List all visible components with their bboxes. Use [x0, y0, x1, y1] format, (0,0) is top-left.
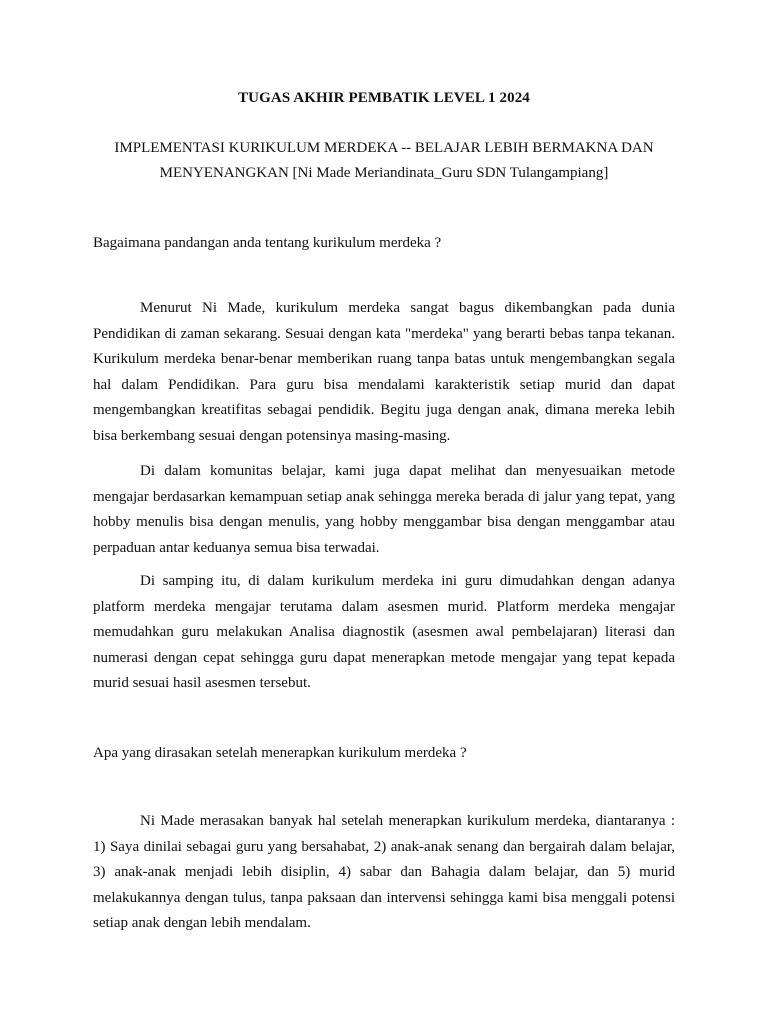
paragraph-1: Menurut Ni Made, kurikulum merdeka sangat bagus dikembangkan pada dunia Pendidikan di zaman sekarang. Sesuai dengan kata "merdeka" yang berarti bebas tanpa tekanan. Kurikulum merdeka benar-benar memberikan ruang tanpa batas untuk mengembangkan segala hal dalam Pendidikan. Para guru bisa mendalami karakteristik setiap murid dan dapat mengembangkan kreatifitas sebagai pendidik. Begitu juga dengan anak, dimana mereka lebih bisa berkembang sesuai dengan potensinya masing-masing.: [93, 300, 675, 444]
document-subtitle: IMPLEMENTASI KURIKULUM MERDEKA -- BELAJAR LEBIH BERMAKNA DAN MENYENANGKAN [Ni Made Meriandinata_Guru SDN Tulangampiang]: [114, 140, 654, 181]
paragraph-2: Di dalam komunitas belajar, kami juga dapat melihat dan menyesuaikan metode mengajar berdasarkan kemampuan setiap anak sehingga mereka berada di jalur yang tepat, yang hobby menulis bisa dengan menulis, yang hobby menggambar bisa dengan menggambar atau perpaduan antar keduanya semua bisa terwadai.: [93, 463, 675, 556]
paragraph-4: Ni Made merasakan banyak hal setelah menerapkan kurikulum merdeka, diantaranya : 1) Saya dinilai sebagai guru yang bersahabat, 2) anak-anak senang dan bergairah dalam belajar, 3) anak-anak menjadi lebih disiplin, 4) sabar dan Bahagia dalam belajar, dan 5) murid melakukannya dengan tulus, tanpa paksaan dan intervensi sehingga kami bisa menggali potensi setiap anak dengan lebih mendalam.: [93, 813, 675, 931]
paragraph-3: Di samping itu, di dalam kurikulum merdeka ini guru dimudahkan dengan adanya platform merdeka mengajar terutama dalam asesmen murid. Platform merdeka mengajar memudahkan guru melakukan Analisa diagnostik (asesmen awal pembelajaran) literasi dan numerasi dengan cepat sehingga guru dapat menerapkan metode mengajar yang tepat kepada murid sesuai hasil asesmen tersebut.: [93, 573, 675, 691]
question-2: Apa yang dirasakan setelah menerapkan kurikulum merdeka ?: [93, 745, 467, 761]
document-title: TUGAS AKHIR PEMBATIK LEVEL 1 2024: [238, 90, 530, 106]
question-1: Bagaimana pandangan anda tentang kurikulum merdeka ?: [93, 235, 442, 251]
